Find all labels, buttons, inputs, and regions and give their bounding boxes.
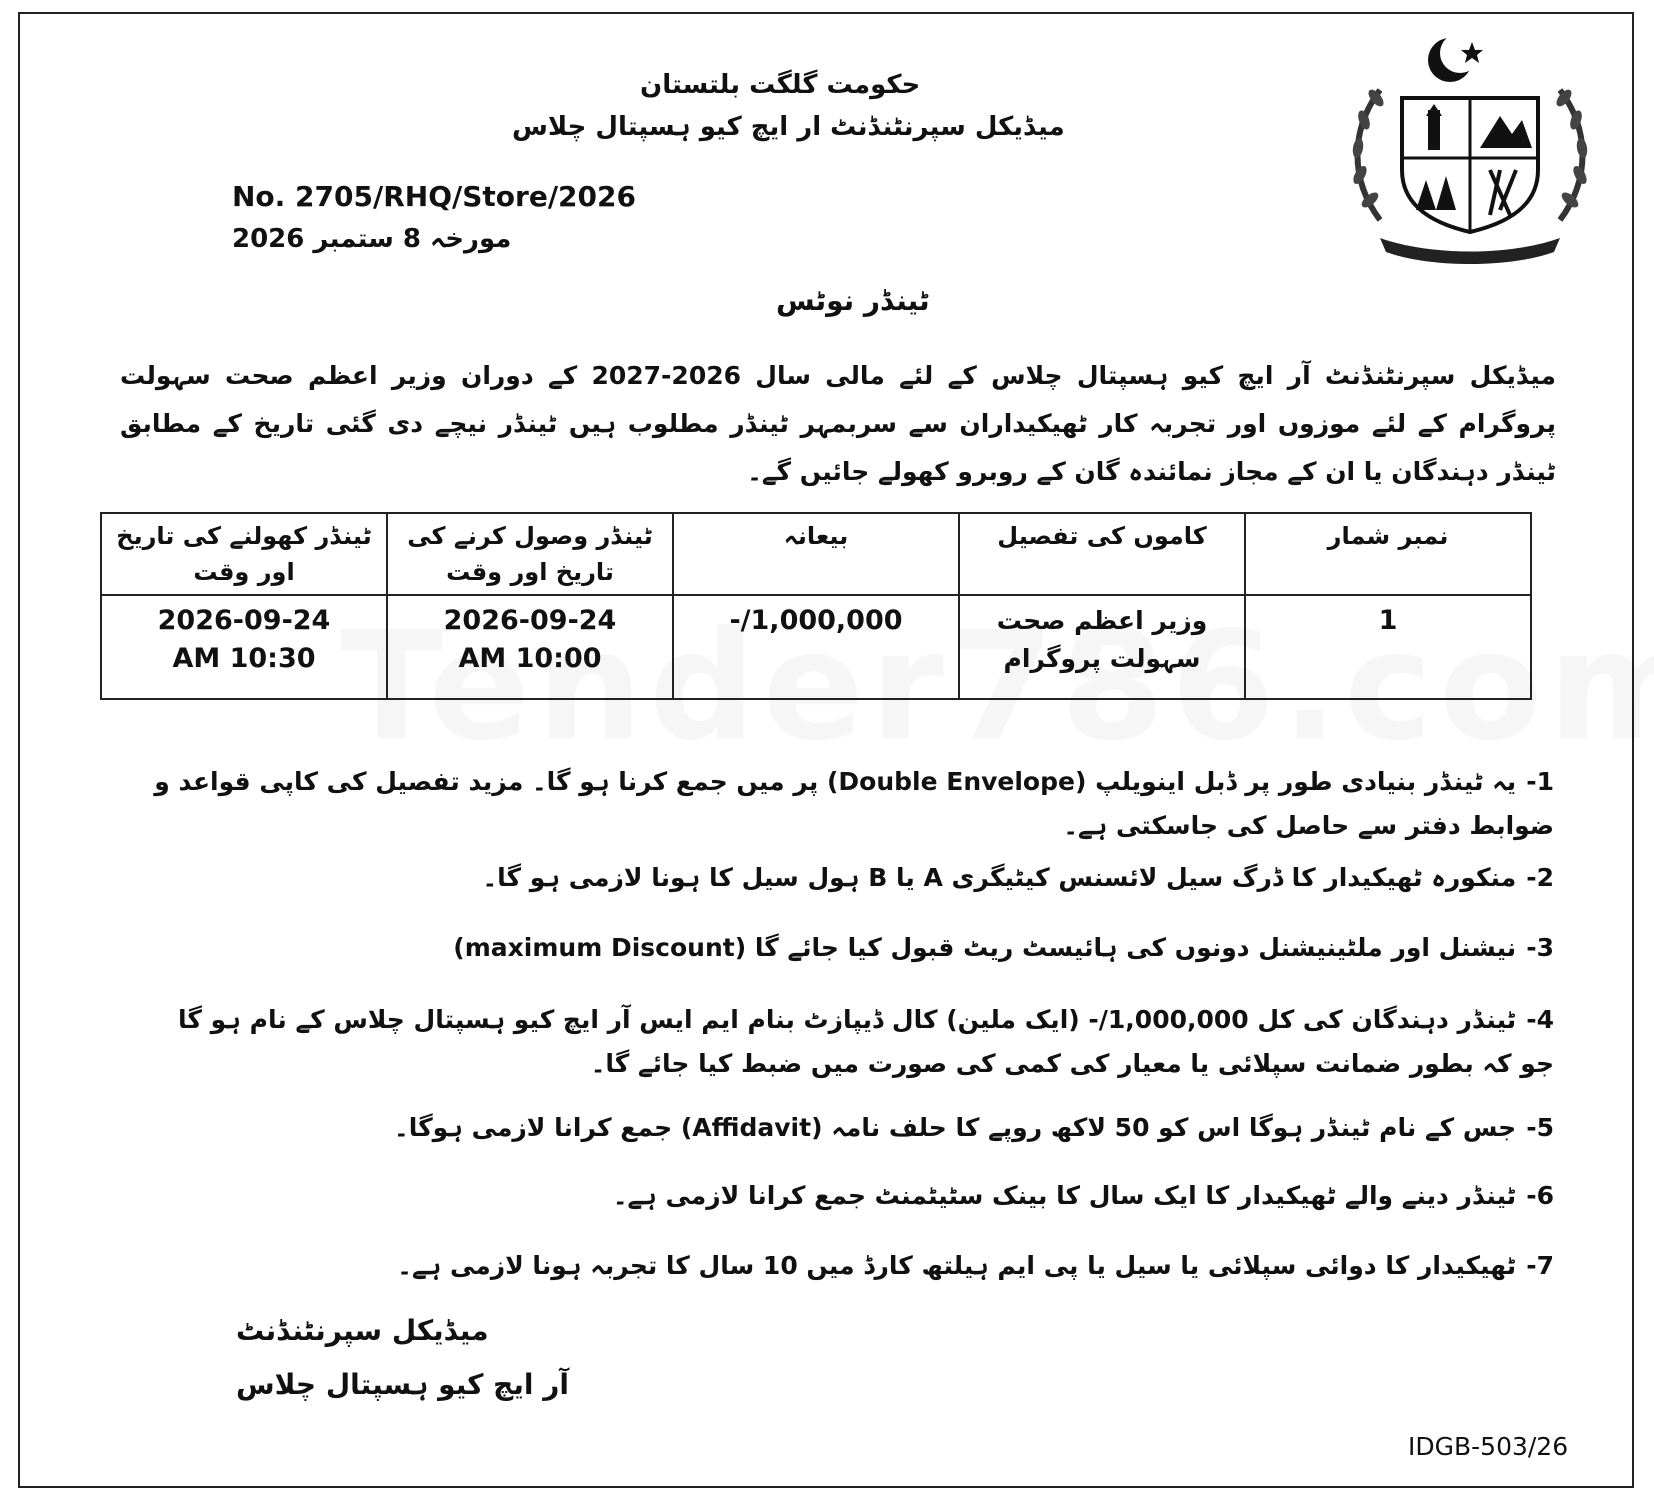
gilgit-baltistan-emblem-icon [1340, 20, 1600, 270]
reference-number: No. 2705/RHQ/Store/2026 [232, 180, 636, 213]
receipt-date: 2026-09-24 [443, 605, 617, 636]
cell-earnest: -/1,000,000 [673, 595, 959, 699]
notice-date: مورخہ 8 ستمبر 2026 [232, 224, 512, 254]
condition-item [140, 760, 1554, 848]
table-header-row [101, 513, 1531, 595]
condition-text: نیشنل اور ملٹینیشنل دونوں کی ہائیسٹ ریٹ قبول کیا جائے گا (maximum Discount) [453, 933, 1517, 962]
condition-item [140, 1174, 1554, 1218]
condition-item [140, 1244, 1554, 1288]
cell-serial: 1 [1245, 595, 1531, 699]
condition-text: جس کے نام ٹینڈر ہوگا اس کو 50 لاکھ روپے کا حلف نامہ (Affidavit) جمع کرانا لازمی ہوگا۔ [394, 1113, 1517, 1142]
opening-time: AM 10:30 [172, 643, 316, 674]
header-serial: نمبر شمار [1245, 513, 1531, 595]
header-receipt: ٹینڈر وصول کرنے کی تاریخ اور وقت [387, 513, 673, 595]
signature-title: میڈیکل سپرنٹنڈنٹ [236, 1314, 489, 1347]
cell-work: وزیر اعظم صحت سہولت پروگرام [959, 595, 1245, 699]
condition-item [140, 926, 1554, 970]
condition-number: 7- [1526, 1251, 1554, 1280]
table-row [101, 595, 1531, 699]
condition-item [140, 998, 1554, 1086]
condition-text: ٹینڈر دہندگان کی کل 1,000,000/- (ایک ملین) کال ڈیپازٹ بنام ایم ایس آر ایچ کیو ہسپتال چلاس کے نام ہو گا جو کہ بطور ضمانت سپلائی یا معیار کی کمی کی صورت میں ضبط کیا جائے گا۔ [177, 1005, 1554, 1078]
government-name: حکومت گلگت بلتستان [640, 70, 921, 100]
condition-text: منکورہ ٹھیکیدار کا ڈرگ سیل لائسنس کیٹیگری A یا B ہول سیل کا ہونا لازمی ہو گا۔ [482, 863, 1517, 892]
condition-item [140, 1106, 1554, 1150]
condition-text: ٹھیکیدار کا دوائی سپلائی یا سیل یا پی ایم ہیلتھ کارڈ میں 10 سال کا تجربہ ہونا لازمی ہے۔ [397, 1251, 1517, 1280]
condition-number: 2- [1526, 863, 1554, 892]
tender-table [100, 512, 1532, 700]
header-earnest: بیعانہ [673, 513, 959, 595]
intro-paragraph: میڈیکل سپرنٹنڈنٹ آر ایچ کیو ہسپتال چلاس کے لئے مالی سال 2026-2027 کے دوران وزیر اعظم صحت سہولت پروگرام کے لئے موزوں اور تجربہ کار ٹھیکیداران سے سربمہر ٹینڈر مطلوب ہیں ٹینڈر نیچے دی گئی تاریخ کے مطابق ٹینڈر دہندگان یا ان کے مجاز نمائندہ گان کے روبرو کھولے جائیں گے۔ [120, 361, 1556, 486]
cell-opening [101, 595, 387, 699]
condition-number: 1- [1526, 767, 1554, 796]
notice-title: ٹینڈر نوٹس [776, 284, 930, 317]
condition-number: 4- [1526, 1005, 1554, 1034]
opening-date: 2026-09-24 [157, 605, 331, 636]
condition-text: ٹینڈر دینے والے ٹھیکیدار کا ایک سال کا بینک سٹیٹمنٹ جمع کرانا لازمی ہے۔ [612, 1181, 1517, 1210]
receipt-time: AM 10:00 [458, 643, 602, 674]
office-name: میڈیکل سپرنٹنڈنٹ ار ایچ کیو ہسپتال چلاس [512, 112, 1065, 142]
condition-number: 5- [1526, 1113, 1554, 1142]
header-opening: ٹینڈر کھولنے کی تاریخ اور وقت [101, 513, 387, 595]
signature-office: آر ایچ کیو ہسپتال چلاس [236, 1368, 569, 1401]
condition-number: 3- [1526, 933, 1554, 962]
ad-code: IDGB-503/26 [1408, 1432, 1569, 1461]
condition-number: 6- [1526, 1181, 1554, 1210]
condition-text: یہ ٹینڈر بنیادی طور پر ڈبل اینویلپ (Double Envelope) پر میں جمع کرنا ہو گا۔ مزید تفصیل کی کاپی قواعد و ضوابط دفتر سے حاصل کی جاسکتی ہے۔ [154, 767, 1554, 840]
condition-item [140, 856, 1554, 900]
header-work: کاموں کی تفصیل [959, 513, 1245, 595]
cell-receipt [387, 595, 673, 699]
